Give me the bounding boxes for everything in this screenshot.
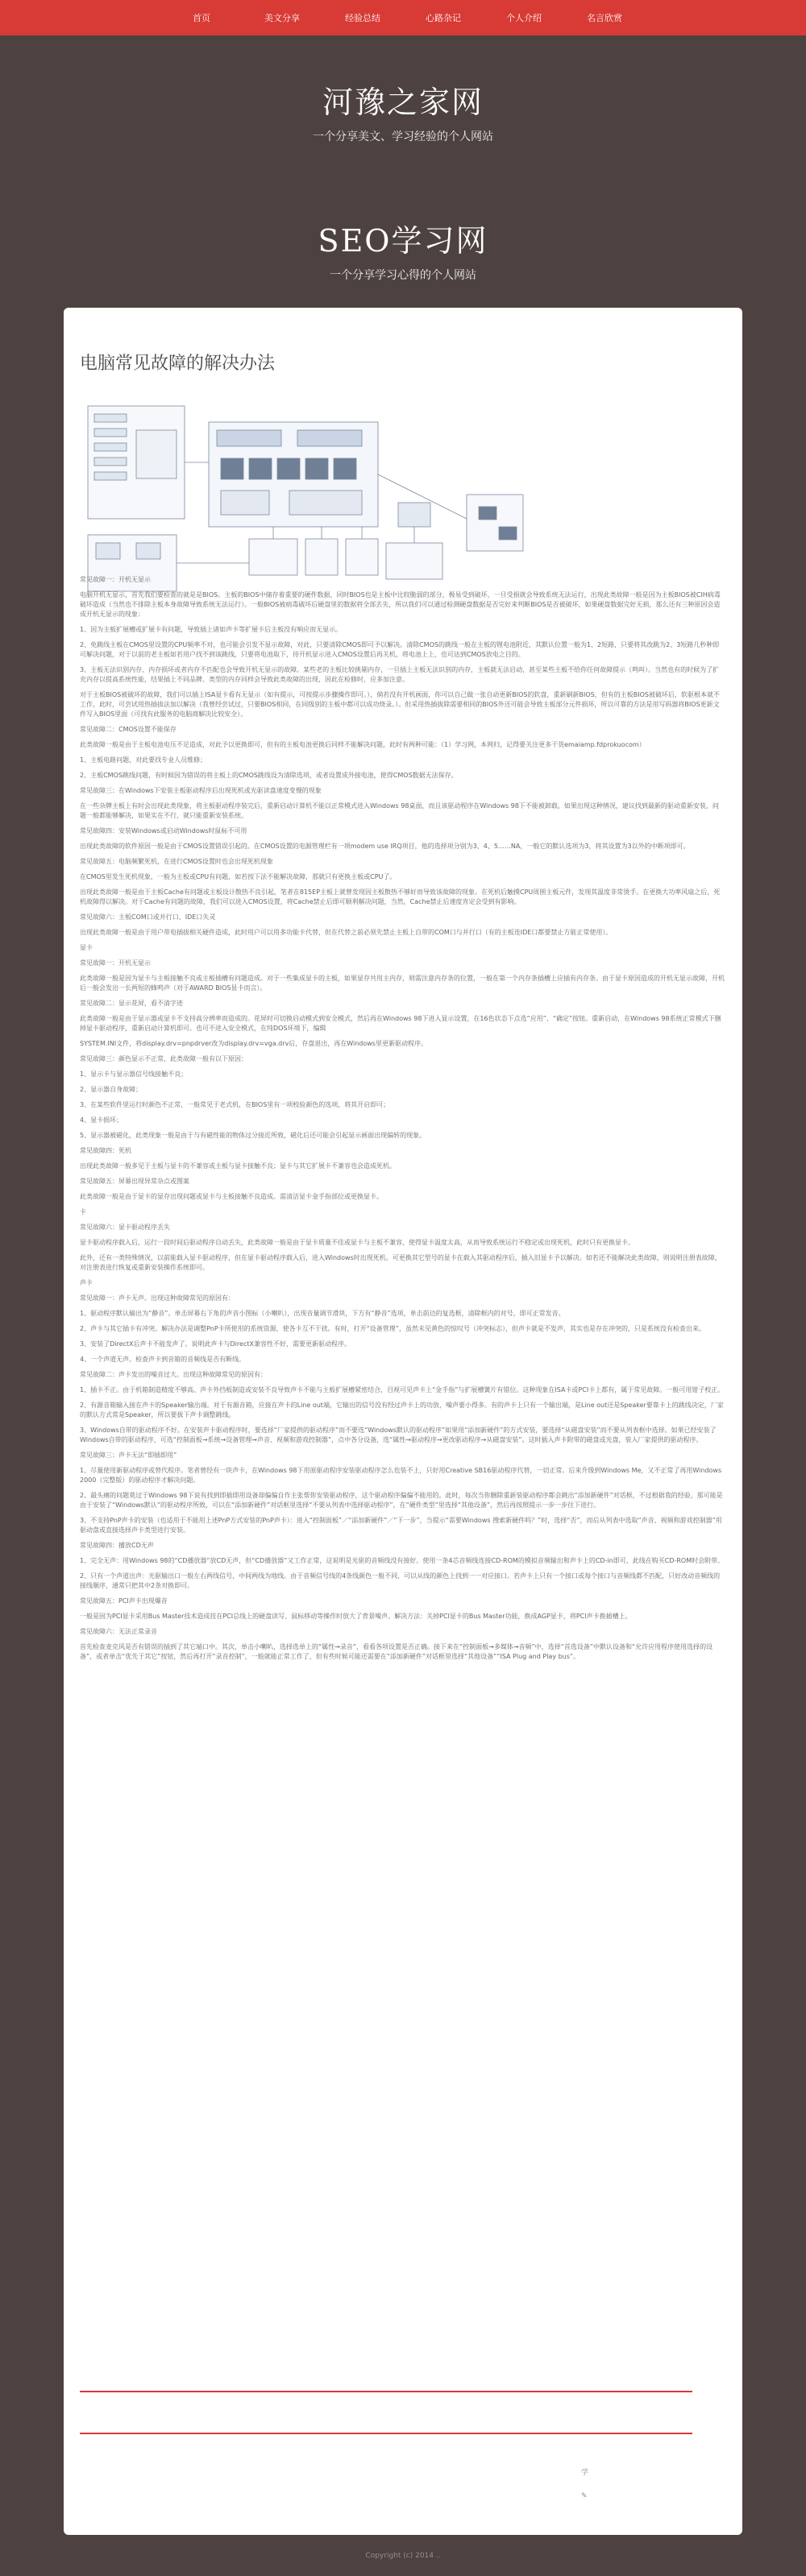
nav-item-notes[interactable]: 心路杂记: [426, 13, 461, 23]
paragraph: 常见故障二：显示花屏，看不清字迹: [80, 1000, 183, 1007]
paragraph: 1、显示卡与显示器信号线接触不良；: [80, 1071, 188, 1078]
paragraph: 常见故障四：安装Windows或启动Windows时鼠标不可用: [80, 827, 247, 835]
paragraph: 常见故障六：无法正常录音: [80, 1628, 157, 1635]
paragraph: 1、因为主板扩展槽或扩展卡有问题，导致插上诸如声卡等扩展卡后主板没有响应而无显示。: [80, 626, 343, 633]
paragraph: 出现此类故障一般是由于主板Cache有问题或主板设计散热不良引起，笔者在815EP主板上就曾发现因主板散热不够好而导致该故障的现象。在死机后触摸CPU周围主板元件，发现其温度非常烫手。在更换大功率风扇之后，死机故障得以解决。对于Cache有问题的故障，我们可以进入CMOS设置，将Cache禁止后即可顺利解决问题，当然，Cache禁止后速度肯定会受到有影响。: [80, 888, 721, 905]
paragraph: 在一些杂牌主板上有时会出现此类现象，将主板驱动程序装完后，重新启动计算机不能以正常模式进入Windows 98桌面，而且该驱动程序在Windows 98下不能被卸载。如果出现这种情况，建议找到最新的驱动重新安装，问题一般都能够解决，如果实在不行，就只能重新安装系统。: [80, 802, 719, 819]
paragraph: 此类故障一般是由于显示器或显卡不支持高分辨率而造成的。花屏时可切换启动模式到安全模式，然后再在Windows 98下进入显示设置，在16色状态下点选“应用”、“确定”按钮。重新启动，在Windows 98系统正常模式下删掉显卡驱动程序，重新启动计算机即可。也可不进入安全模式，在纯DOS环境下，编辑: [80, 1015, 721, 1032]
paragraph: 卡: [80, 1208, 86, 1216]
paragraph: 2、免跳线主板在CMOS里设置的CPU频率不对，也可能会引发不显示故障，对此，只要清除CMOS即可予以解决。清除CMOS的跳线一般在主板的锂电池附近，其默认位置一般为1、2短路，只要将其改跳为2、3短路几秒种即可解决问题，对于以前的老主板如若用户找不到该跳线，只要将电池取下，待开机显示进入CMOS设置后再关机，将电池上上，也可达到CMOS放电之目的。: [80, 641, 720, 658]
nav-item-articles[interactable]: 美文分享: [264, 13, 300, 23]
paragraph: 此类故障一般是由于主板电池电压不足造成，对此予以更换即可，但有的主板电池更换后同样不能解决问题，此时有两种可能：（1）学习网，本网归，记得要关注更多干货emaiamp.fdprokuocom）: [80, 741, 646, 748]
banner-title[interactable]: SEO学习网: [318, 223, 488, 259]
paragraph: 常见故障五：屏幕出现异常杂点或图案: [80, 1178, 189, 1185]
paragraph: 4、一个声道无声。检查声卡到音箱的音频线是否有断线。: [80, 1356, 246, 1363]
nav-item-quotes[interactable]: 名言欣赏: [587, 13, 622, 23]
paragraph: 电脑开机无显示，首先我们要检查的就是是BIOS。主板的BIOS中储存着重要的硬件数据，同时BIOS也是主板中比较脆弱的部分，极易受到破坏，一旦受损就会导致系统无法运行，出现此类故障一般是因为主板BIOS被CIH病毒破坏造成（当然也不排除主板本身故障导致系统无法运行）。一般BIOS被病毒破坏后硬盘里的数据将全部丢失，所以我们可以通过检测硬盘数据是否完好来判断BIOS是否被破坏，如果硬盘数据完好无损，那么还有三种原因会造成开机无显示的现象：: [80, 591, 721, 618]
paragraph: 3、Windows自带的驱动程序不好。在安装声卡驱动程序时，要选择“厂家提供的驱动程序”而不要选“Windows默认的驱动程序”如果用“添加新硬件”的方式安装，要选择“从磁盘安装”而不要从列表框中选择。如果已经安装了Windows自带的驱动程序，可选“控制面板→系统→设备管理→声音、视频和游戏控制器”，点中各分设备，选“属性→驱动程序→更改驱动程序→从磁盘安装”。这时插入声卡附带的磁盘或光盘，装入厂家提供的驱动程序。: [80, 1427, 717, 1443]
sidebar-mark-learn[interactable]: 学: [581, 2469, 589, 2477]
banner-header: [0, 216, 806, 283]
divider-bottom: [80, 2433, 692, 2434]
paragraph: 3、安装了DirectX后声卡不能发声了。说明此声卡与DirectX兼容性不好，需要更新驱动程序。: [80, 1340, 351, 1348]
paragraph: 1、驱动程序默认输出为“静音”。单击屏幕右下角的声音小图标（小喇叭），出现音量调节滑块，下方有“静音”选项，单击前边的复选框，清除框内的对号，即可正常发音。: [80, 1310, 565, 1317]
paragraph: 出现此类故障的软件原因一般是由于CMOS设置错误引起的。在CMOS设置的电源管理栏有一项modem use IRQ项目，他的选择项分别为3、4、5……NA，一般它的默认选项为3，将其设置为3以外的中断项即可。: [80, 843, 690, 850]
divider-top: [80, 2391, 692, 2392]
paragraph: 2、声卡与其它插卡有冲突。解决办法是调整PnP卡所使用的系统资源，使各卡互不干扰。有时，打开“设备管理”，虽然未见黄色的惊叹号（冲突标志），但声卡就是不发声，其实也是存在冲突的，只是系统没有检查出来。: [80, 1325, 705, 1332]
edit-icon[interactable]: ✎: [581, 2492, 588, 2500]
paragraph: 常见故障一：开机无显示: [80, 959, 151, 967]
article-card: [64, 308, 742, 2535]
paragraph: 1、完全无声：用Windows 98的“CD播放器”放CD无声，但“CD播放器”又工作正常，这说明是光驱的音频线没有接好。使用一条4芯音频线连接CD-ROM的模拟音频输出和声卡上的CD-in即可，此线在购买CD-ROM时会附带。: [80, 1557, 725, 1564]
paragraph: 常见故障二：声卡发出的噪音过大。出现这种故障常见的原因有：: [80, 1371, 267, 1378]
paragraph: 3、在某些软件里运行时颜色不正常，一般常见于老式机，在BIOS里有一项校验颜色的选项，将其开启即可；: [80, 1101, 390, 1108]
banner-subtitle: 一个分享学习心得的个人网站: [330, 269, 476, 282]
paragraph: 2、只有一个声道出声：光驱输出口一般左右两线信号，中间两线为地线。由于音频信号线的4条线颜色一般不同，可以从线的颜色上找到一一对应接口。若声卡上只有一个接口或每个接口与音频线都不匹配，只好改动音频线的接线顺序，通常只把其中2条对换即可。: [80, 1572, 721, 1589]
copyright-text: Copyright (c) 2014 ..: [365, 2552, 441, 2560]
paragraph: 常见故障三：声卡无法“即插即用”: [80, 1452, 177, 1459]
paragraph: 声卡: [80, 1279, 93, 1286]
paragraph: 2、主板CMOS跳线问题，有时候因为错误的将主板上的CMOS跳线设为清除选项，或者设置成外接电池，使得CMOS数据无法保存。: [80, 772, 458, 779]
nav-item-home[interactable]: 首页: [193, 13, 210, 23]
paragraph: 2、有源音箱输入接在声卡的Speaker输出端。对于有源音箱，应接在声卡的Line out端，它输出的信号没有经过声卡上的功放，噪声要小得多。有的声卡上只有一个输出端，是Line out还是Speaker要靠卡上的跳线决定，厂家的默认方式常是Speaker，所以要拔下声卡调整跳线。: [80, 1402, 724, 1418]
paragraph: 显卡: [80, 944, 93, 951]
post-title: 电脑常见故障的解决办法: [80, 354, 276, 374]
paragraph: 一般是因为PCI显卡采用Bus Master技术造成挂在PCI总线上的硬盘读写、鼠标移动等操作时放大了背景噪声。解决方法：关掉PCI显卡的Bus Master功能，换成AGP显卡，将PCI声卡换插槽上。: [80, 1613, 632, 1620]
paragraph: 2、最头痛的问题莫过于Windows 98下说有找到即插即用设备却偏偏自作主张帮你安装驱动程序，这个驱动程序偏偏不能用的。此时，每次当你删除重新装驱动程序都会跳出“添加新硬件”对话框，不过根据我的经验，那可能是由于安装了“Windows默认”的驱动程序所致，可以在“添加新硬件”对话框里选择“不要从列表中选择驱动程序”，在“硬件类型”里选择“其他设备”，然后再按照提示一步一步往下进行。: [80, 1492, 723, 1509]
paragraph: 首先检查麦克风是否有错误的插到了其它端口中。其次，单击小喇叭，选择选单上的“属性→录音”，看看各项设置是否正确。接下来在“控制面板→多媒体→音频”中，选择“首选设备”中默认设备和“允许应用程序使用选择的设备”，或者单击“优先于其它”按钮，然后再打开“录音控制”，一般就能正常工作了，但有些时候可能还需要在“添加新硬件”对话框里选择“其他设备”“ISA Plug and Play bus”。: [80, 1643, 713, 1660]
site-footer: [0, 2552, 806, 2560]
paragraph: 在CMOS里发生死机现象，一般为主板或CPU有问题，如若按下法不能解决故障，那就只有更换主板或CPU了。: [80, 873, 397, 880]
paragraph: 常见故障六：主板COM口或并行口、IDE口失灵: [80, 913, 216, 921]
post-content: [80, 575, 725, 1660]
paragraph: SYSTEM.INI文件，将display.drv=pnpdrver改为display.drv=vga.drv后，存盘退出，再在Windows里更新驱动程序。: [80, 1040, 427, 1047]
paragraph: 显卡驱动程序载入后，运行一段时间后驱动程序自动丢失，此类故障一般是由于显卡质量不佳或显卡与主板不兼容，使得显卡温度太高，从而导致系统运行不稳定或出现死机，此时只有更换显卡。: [80, 1239, 634, 1246]
paragraph: 常见故障一：开机无显示: [80, 576, 151, 583]
paragraph: 常见故障四：死机: [80, 1147, 131, 1154]
paragraph: 1、主板电路问题，对此要找专业人员维修；: [80, 756, 207, 764]
paragraph: 5、显示器被磁化，此类现象一般是由于与有磁性能的物体过分接近所致，磁化后还可能会引起显示画面出现偏转的现象。: [80, 1132, 426, 1139]
paragraph: 对于主板BIOS被破坏的故障，我们可以插上ISA显卡看有无显示（如有提示，可按提示步骤操作即可。），倘若没有开机画面，你可以自己做一张自动更新BIOS的软盘，重新刷新BIOS，但有的主板BIOS被破坏后，软驱根本就不工作，此时，可尝试用热插拔法加以解决（我曾经尝试过，只要BIOS相同，在同级别的主板中都可以成功烧录。）。但采用热插拔除需要相同的BIOS外还可能会导致主板部分元件损坏，所以可靠的方法是用写码器将BIOS更新文件写入BIOS里面（可找有此服务的电脑商解决比较安全）。: [80, 691, 720, 718]
paragraph: 3、主板无法识别内存、内存损坏或者内存不匹配也会导致开机无显示的故障。某些老的主板比较挑剔内存，一旦插上主板无法识别的内存，主板就无法启动，甚至某些主板不给你任何故障提示（鸣叫）。当然也有的时候为了扩充内存以提高系统性能，结果插上不同品牌、类型的内存同样会导致此类故障的出现，因此在检修时，应多加注意。: [80, 666, 720, 683]
paragraph: 1、尽量使用新驱动程序或替代程序。笔者曾经有一块声卡，在Windows 98下用原驱动程序安装驱动程序怎么也装不上，只好用Creative SB16驱动程序代替，一切正常。后来升级到Windows Me，又不正常了再用Windows 2000（完整版）的驱动程序才解决问题。: [80, 1467, 722, 1484]
nav-item-about[interactable]: 个人介绍: [506, 13, 542, 23]
paragraph: 1、插卡不正。由于机箱制造精度不够高、声卡外挡板制造或安装不良导致声卡不能与主板扩展槽紧密结合，目视可见声卡上“金手指”与扩展槽簧片有错位。这种现象在ISA卡或PCI卡上都有，属于常见故障。一般可用钳子校正。: [80, 1386, 725, 1394]
paragraph: 常见故障三：在Windows下安装主板驱动程序后出现死机或光驱读盘速度变慢的现象: [80, 787, 322, 794]
paragraph: 常见故障一：声卡无声。出现这种故障常见的原因有：: [80, 1294, 235, 1302]
paragraph: 出现此类故障一般是由于用户带电插拔相关硬件造成，此时用户可以用多功能卡代替，但在代替之前必须先禁止主板上自带的COM口与并行口（有的主板连IDE口都要禁止方能正常使用）。: [80, 929, 613, 936]
site-header: [0, 77, 806, 144]
paragraph: 2、显示器自身故障；: [80, 1086, 143, 1093]
paragraph: 常见故障六：显卡驱动程序丢失: [80, 1224, 170, 1231]
paragraph: 出现此类故障一般多见于主板与显卡的不兼容或主板与显卡接触不良；显卡与其它扩展卡不兼容也会造成死机。: [80, 1162, 396, 1170]
nav-item-experience[interactable]: 经验总结: [345, 13, 380, 23]
paragraph: 此类故障一般是因为显卡与主板接触不良或主板插槽有问题造成。对于一些集成显卡的主板，如果显存共用主内存，则需注意内存条的位置，一般在第一个内存条插槽上应插有内存条。由于显卡原因造成的开机无显示故障，开机后一般会发出一长两短的蜂鸣声（对于AWARD BIOS显卡而言）。: [80, 975, 725, 992]
paragraph: 常见故障三：颜色显示不正常，此类故障一般有以下原因：: [80, 1055, 247, 1062]
paragraph: 常见故障二：CMOS设置不能保存: [80, 726, 177, 733]
paragraph: 常见故障四：播放CD无声: [80, 1542, 154, 1549]
site-title[interactable]: 河豫之家网: [322, 85, 484, 120]
paragraph: 此类故障一般是由于显卡的显存出现问题或显卡与主板接触不良造成。需清洁显卡金手指部位或更换显卡。: [80, 1193, 383, 1200]
paragraph: 常见故障五：电脑频繁死机，在进行CMOS设置时也会出现死机现象: [80, 858, 273, 865]
top-navigation: [0, 0, 806, 35]
site-subtitle: 一个分享美文、学习经验的个人网站: [313, 130, 493, 143]
paragraph: 4、显卡损坏；: [80, 1116, 123, 1124]
paragraph: 常见故障五：PCI声卡出现爆音: [80, 1597, 168, 1605]
paragraph: 此外，还有一类特殊情况，以前能载入显卡驱动程序，但在显卡驱动程序载入后，进入Windows时出现死机。可更换其它型号的显卡在载入其驱动程序后，插入旧显卡予以解决。如若还不能解决此类故障，则说明注册表故障，对注册表进行恢复或重新安装操作系统即可。: [80, 1254, 721, 1271]
paragraph: 3、不支持PnP声卡的安装（也适用于不能用上述PnP方式安装的PnP声卡）：进入“控制面板”／“添加新硬件”／“下一步”，当提示“需要Windows 搜索新硬件吗？”时，选择“否”，而后从列表中选取“声音、视频和游戏控制器”用驱动盘或直接选择声卡类型进行安装。: [80, 1517, 722, 1534]
